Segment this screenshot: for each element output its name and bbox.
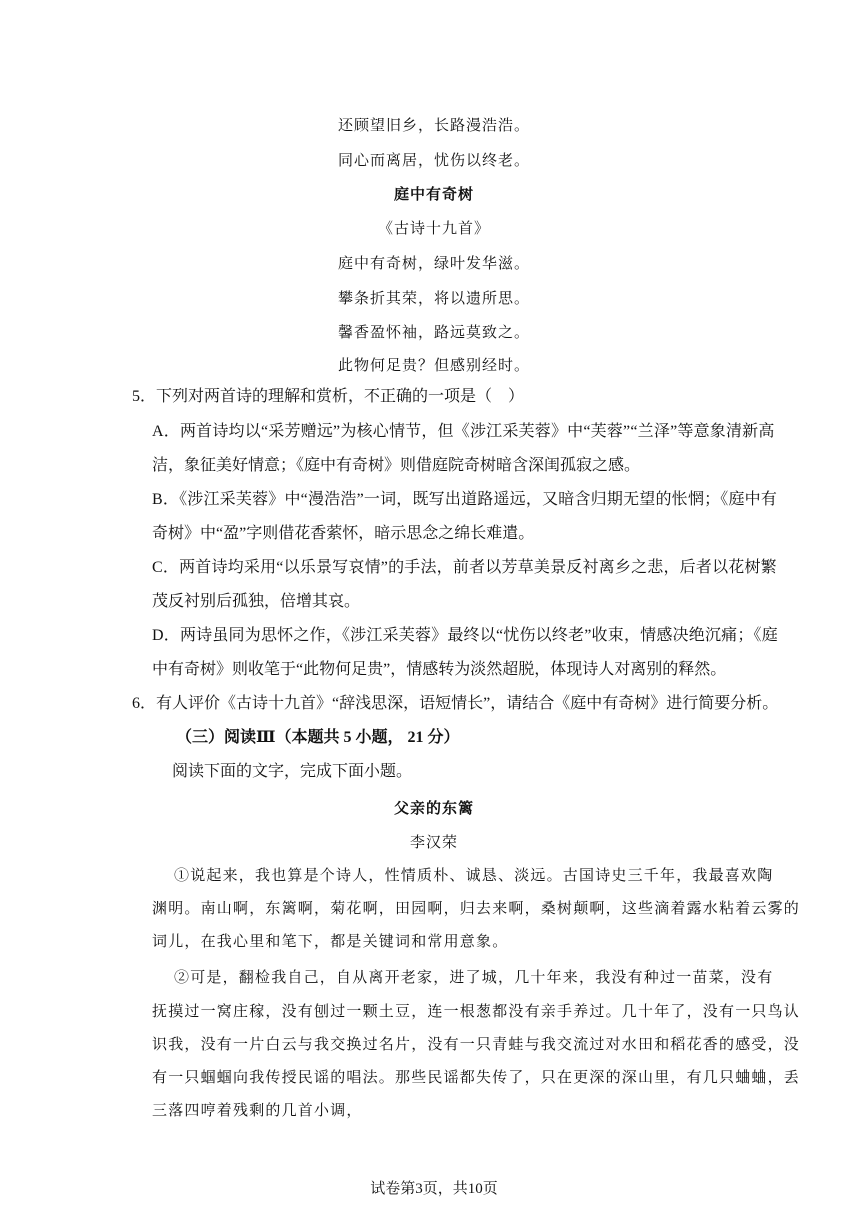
section3-instruction: 阅读下面的文字，完成下面小题。: [172, 763, 413, 780]
article-paragraph-2-line3: 识我，没有一片白云与我交换过名片，没有一只青蛙与我交流过对水田和稻花香的感受，没: [152, 1035, 801, 1053]
question5-option-a-line1: A．两首诗均以“采芳赠远”为核心情节，但《涉江采芙蓉》中“芙蓉”“兰泽”等意象清新高: [152, 423, 775, 440]
question5-stem: 5．下列对两首诗的理解和赏析，不正确的一项是（ ）: [132, 388, 525, 405]
poem2-line-2: 攀条折其荣，将以遗所思。: [337, 289, 530, 307]
poem1-line-1: 还顾望旧乡，长路漫浩浩。: [337, 116, 530, 134]
question5-option-d-line2: 中有奇树》则收笔于“此物何足贵”，情感转为淡然超脱，体现诗人对离别的释然。: [152, 661, 727, 678]
article-paragraph-2-line4: 有一只蝈蝈向我传授民谣的唱法。那些民谣都失传了，只在更深的深山里，有几只蛐蛐，丢: [152, 1068, 801, 1086]
article-paragraph-1-line2: 渊明。南山啊，东篱啊，菊花啊，田园啊，归去来啊，桑树颠啊，这些滴着露水粘着云雾的: [152, 899, 801, 917]
article-author: 李汉荣: [409, 833, 458, 851]
article-paragraph-1-line1: ①说起来，我也算是个诗人，性情质朴、诚恳、淡远。古国诗史三千年，我最喜欢陶: [174, 866, 774, 884]
poem2-source: 《古诗十九首》: [377, 219, 490, 237]
poem1-line-2: 同心而离居，忧伤以终老。: [337, 151, 530, 169]
section3-heading: （三）阅读Ⅲ（本题共 5 小题， 21 分）: [176, 729, 460, 746]
poem2-line-4: 此物何足贵？但感别经时。: [337, 356, 530, 374]
page-footer: 试卷第3页，共10页: [370, 1181, 498, 1197]
poem2-line-1: 庭中有奇树，绿叶发华滋。: [337, 254, 530, 272]
question5-option-b-line2: 奇树》中“盈”字则借花香萦怀，暗示思念之绵长难遣。: [152, 525, 535, 542]
article-title: 父亲的东篱: [393, 799, 474, 817]
question5-option-d-line1: D．两诗虽同为思怀之作，《涉江采芙蓉》最终以“忧伤以终老”收束，情感决绝沉痛；《庭: [152, 627, 778, 644]
question5-option-c-line1: C．两首诗均采用“以乐景写哀情”的手法，前者以芳草美景反衬离乡之悲，后者以花树繁: [152, 559, 777, 576]
question5-option-a-line2: 洁，象征美好情意；《庭中有奇树》则借庭院奇树暗含深闺孤寂之感。: [152, 457, 641, 474]
question5-option-c-line2: 茂反衬别后孤独，倍增其哀。: [152, 593, 361, 610]
poem2-title: 庭中有奇树: [393, 185, 474, 203]
article-paragraph-2-line5: 三落四哼着残剩的几首小调，: [152, 1101, 363, 1119]
question5-option-b-line1: B．《涉江采芙蓉》中“漫浩浩”一词，既写出道路遥远，又暗含归期无望的怅惘；《庭中有: [152, 491, 778, 508]
article-paragraph-2-line2: 抚摸过一窝庄稼，没有刨过一颗土豆，连一根葱都没有亲手养过。几十年了，没有一只鸟认: [152, 1002, 801, 1020]
question6-stem: 6．有人评价《古诗十九首》“辞浅思深，语短情长”，请结合《庭中有奇树》进行简要分析。: [132, 695, 779, 712]
article-paragraph-1-line3: 词儿，在我心里和笔下，都是关键词和常用意象。: [152, 932, 509, 950]
poem2-line-3: 馨香盈怀袖，路远莫致之。: [337, 323, 530, 341]
article-paragraph-2-line1: ②可是，翻检我自己，自从离开老家，进了城，几十年来，我没有种过一苗菜，没有: [174, 968, 774, 986]
